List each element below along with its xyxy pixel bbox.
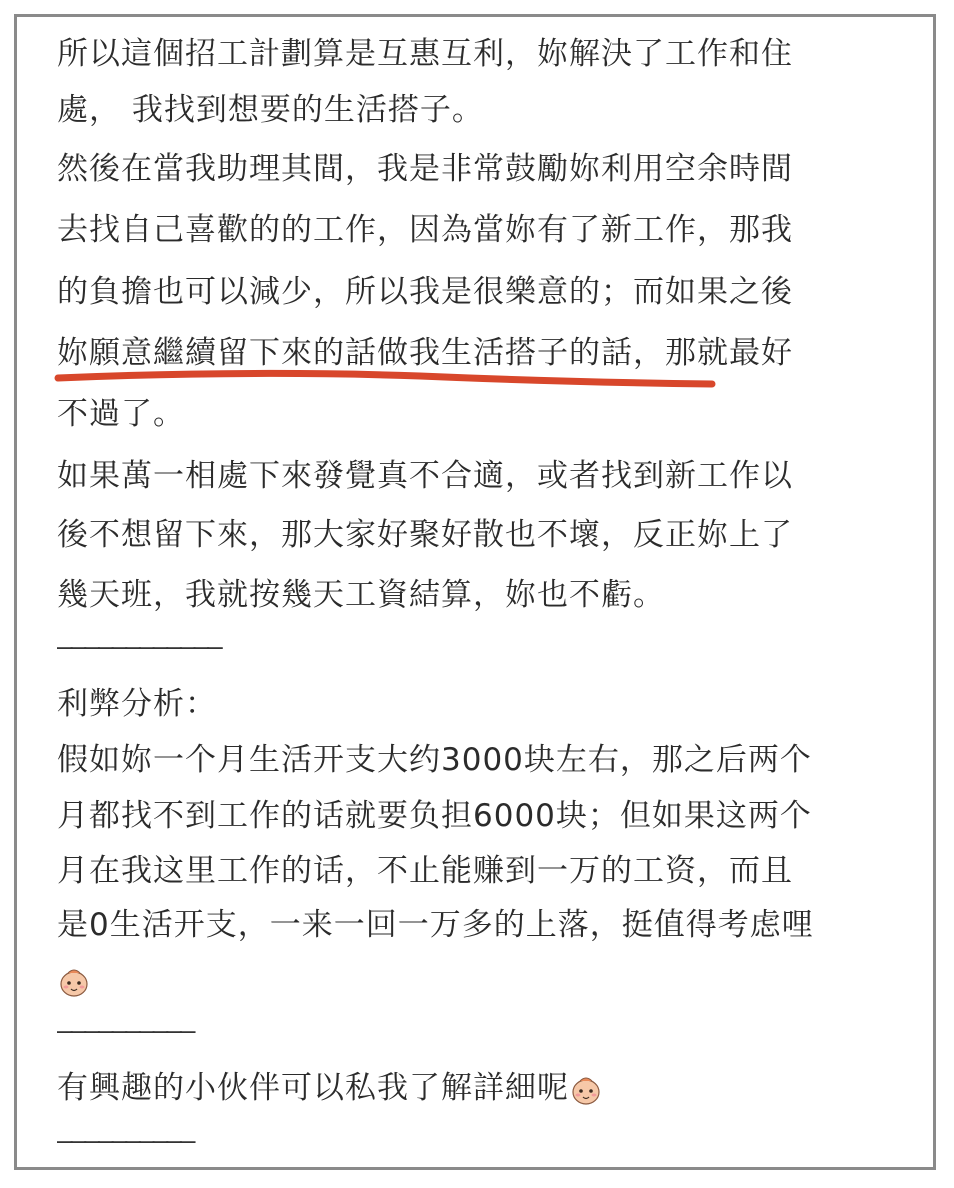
text-line: 處， 我找到想要的生活搭子。: [57, 92, 484, 128]
text-line: 幾天班，我就按幾天工資結算，妳也不虧。: [57, 577, 665, 613]
smiling-face-emoji-icon: [569, 1073, 603, 1107]
text-line: 是0生活开支，一来一回一万多的上落，挺值得考虑哩: [57, 907, 814, 943]
text-line: 假如妳一个月生活开支大约3000块左右，那之后两个: [57, 742, 812, 778]
text-line: 月都找不到工作的话就要负担6000块；但如果这两个: [57, 798, 812, 834]
text-line: 然後在當我助理其間，我是非常鼓勵妳利用空余時間: [57, 151, 793, 187]
smiling-face-emoji-icon: [57, 965, 91, 999]
closing-line: [57, 1068, 603, 1108]
highlighted-text-line: 妳願意繼續留下來的話做我生活搭子的話，那就最好: [57, 335, 793, 371]
text-line: 如果萬一相處下來發覺真不合適，或者找到新工作以: [57, 458, 793, 494]
text-line: 後不想留下來，那大家好聚好散也不壞，反正妳上了: [57, 517, 793, 553]
emoji-line: [57, 960, 91, 1000]
divider: ——————————: [57, 1016, 194, 1046]
divider: ——————————: [57, 1126, 194, 1156]
text-line: 月在我这里工作的话，不止能赚到一万的工资，而且: [57, 853, 793, 889]
text-line: 不過了。: [57, 396, 185, 432]
text-line: 去找自己喜歡的的工作，因為當妳有了新工作，那我: [57, 212, 793, 248]
text-line: 所以這個招工計劃算是互惠互利，妳解決了工作和住: [57, 36, 793, 72]
divider: ————————————: [57, 632, 221, 662]
text-line: 的負擔也可以減少，所以我是很樂意的；而如果之後: [57, 274, 793, 310]
closing-text: 有興趣的小伙伴可以私我了解詳細呢: [57, 1070, 569, 1106]
section-heading: 利弊分析：: [57, 686, 217, 722]
